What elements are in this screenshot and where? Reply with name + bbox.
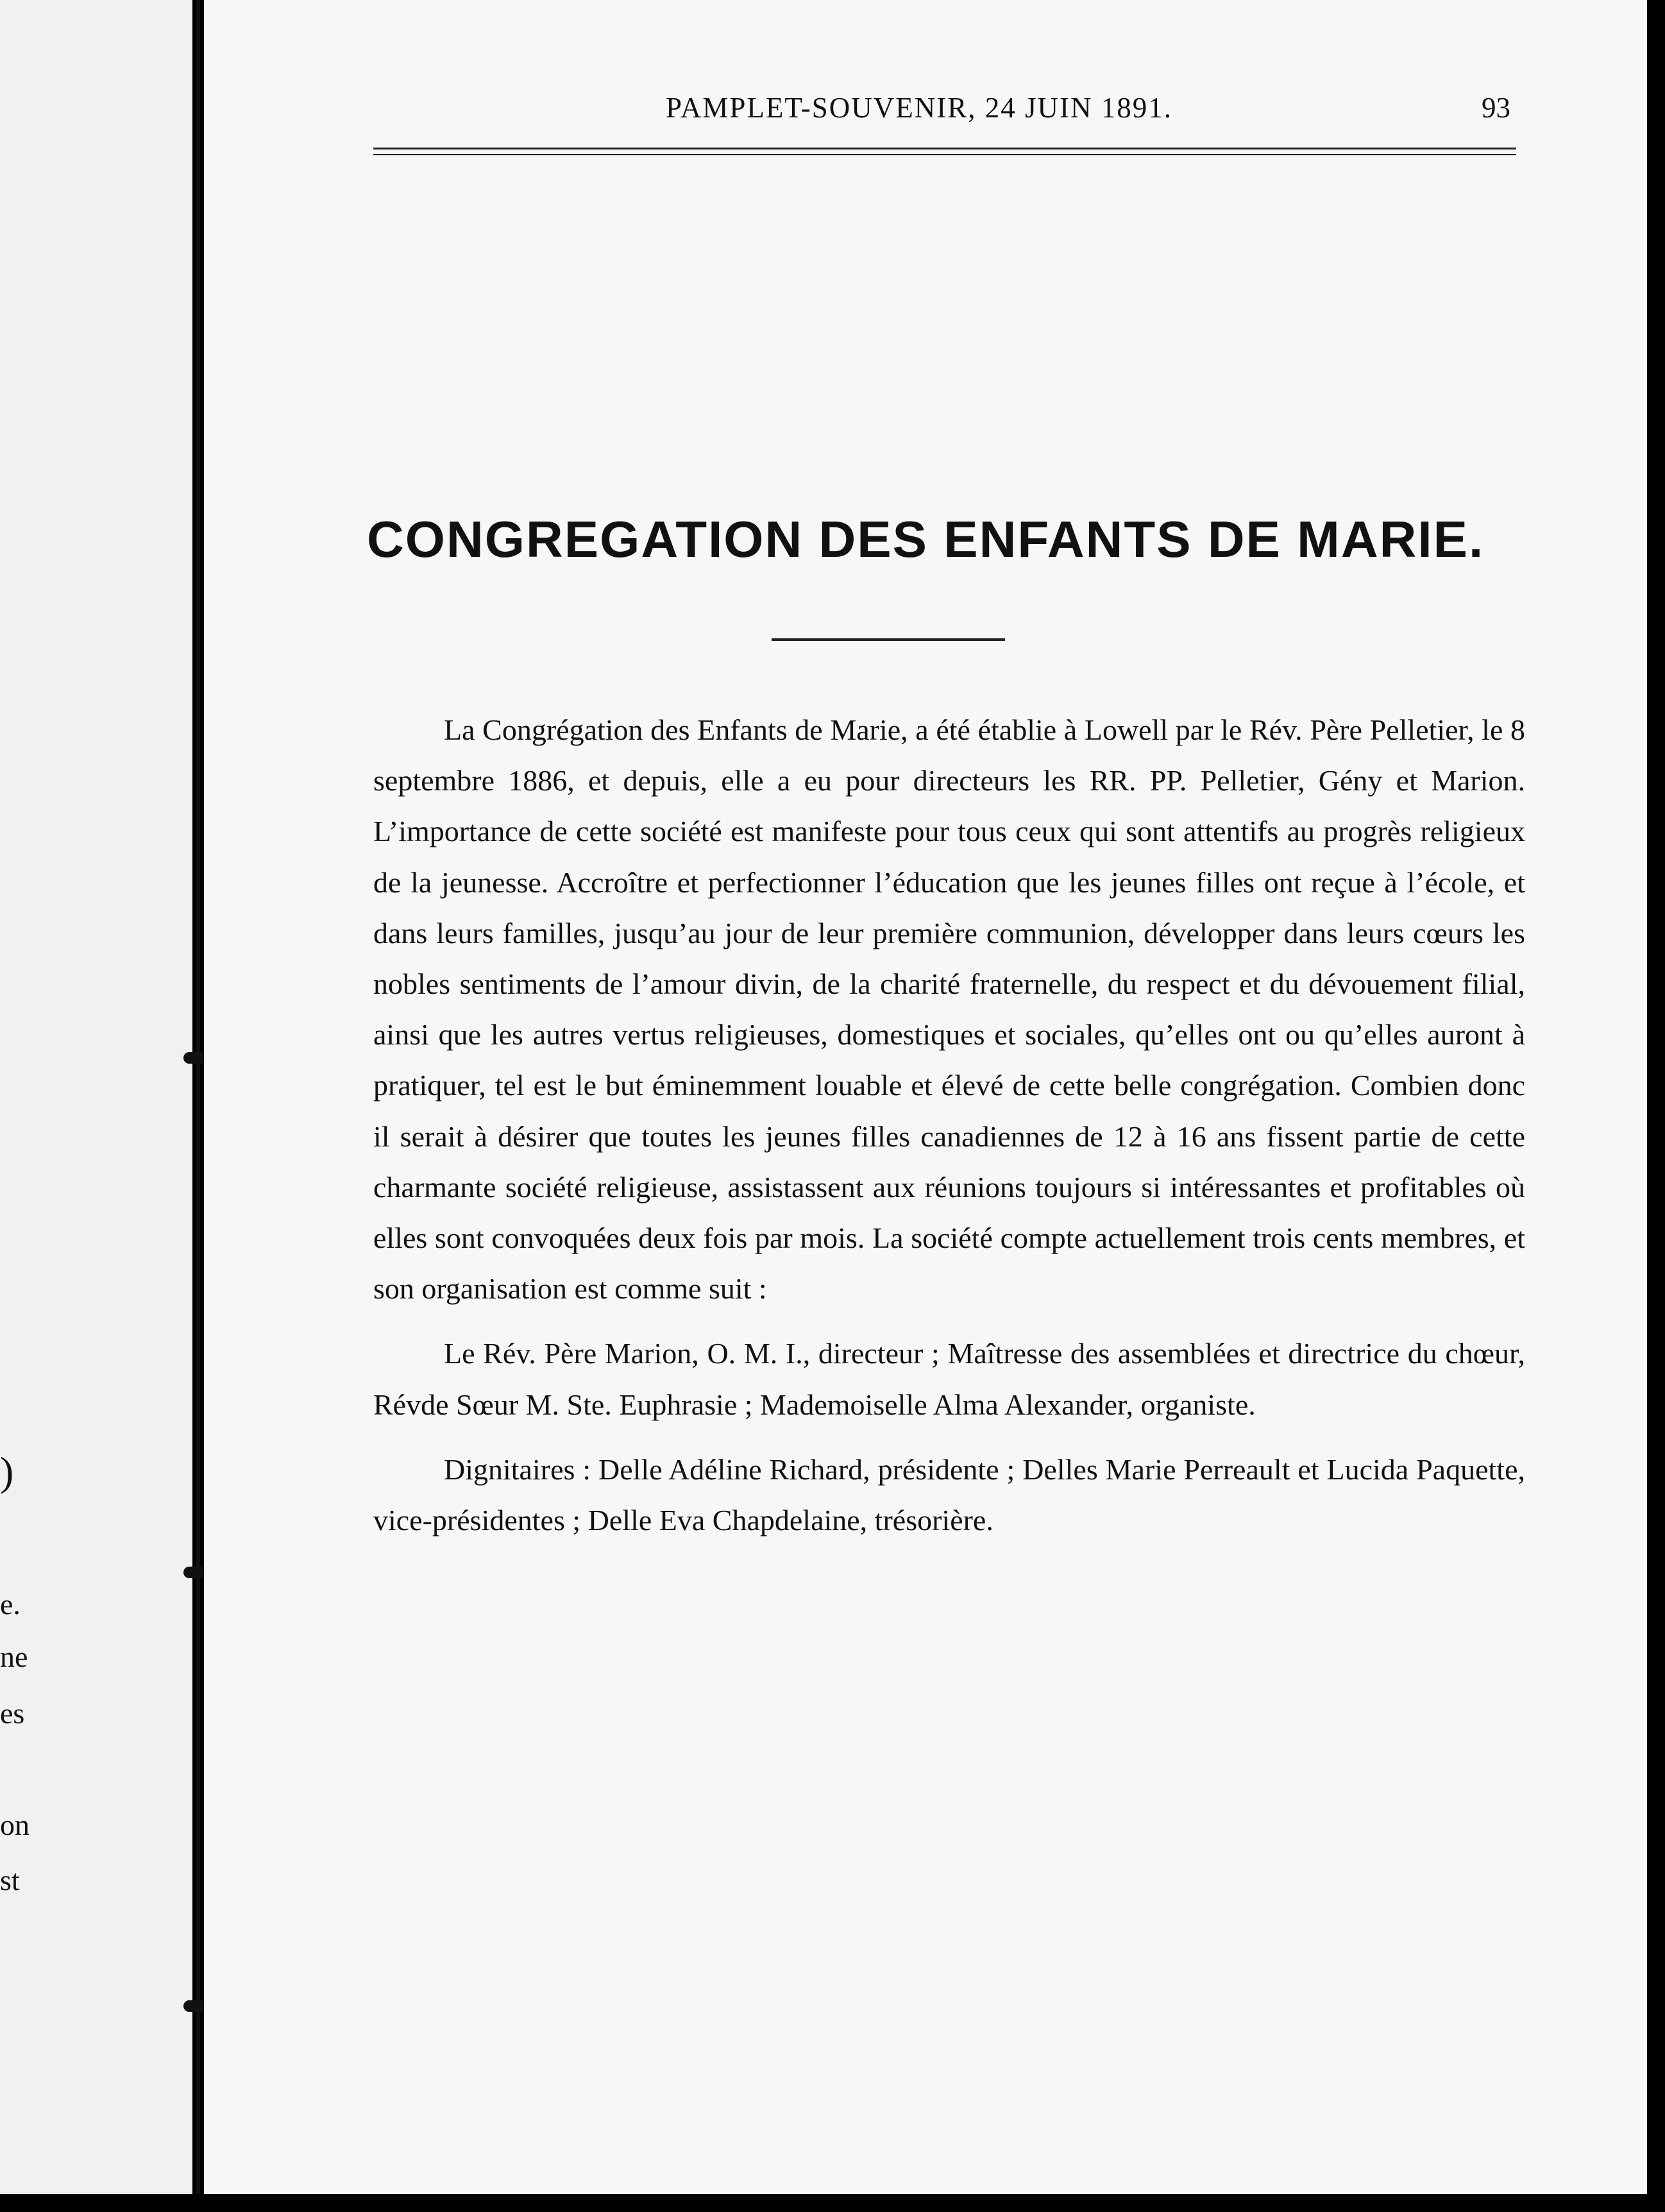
paragraph: Le Rév. Père Marion, O. M. I., directeur ; Maîtresse des assemblées et directrice du chœur, Révde Sœur M. Ste. Euphrasie ; Mademoiselle Alma Alexander, organiste. <box>373 1337 1525 1421</box>
page-number: 93 <box>1482 92 1510 124</box>
title-rule <box>772 638 1005 641</box>
header-rule <box>373 154 1516 155</box>
left-page-fragment: es <box>0 1697 25 1730</box>
left-facing-page <box>0 0 192 2194</box>
running-head: PAMPLET-SOUVENIR, 24 JUIN 1891. <box>666 92 1172 124</box>
paragraph: Dignitaires : Delle Adéline Richard, présidente ; Delles Marie Perreault et Lucida Paquette, vice-présidentes ; Delle Eva Chapdelaine, trésorière. <box>373 1452 1525 1537</box>
left-page-fragment: ) <box>0 1449 14 1494</box>
page <box>204 0 1647 2194</box>
left-page-fragment: st <box>0 1864 20 1896</box>
binding-gutter <box>196 0 200 2194</box>
article-body <box>373 704 1525 1560</box>
left-page-fragment: on <box>0 1808 30 1841</box>
header-rule <box>373 148 1516 149</box>
article-title: CONGREGATION DES ENFANTS DE MARIE. <box>367 511 1485 568</box>
left-page-fragment: e. <box>0 1588 21 1621</box>
paragraph: La Congrégation des Enfants de Marie, a été établie à Lowell par le Rév. Père Pelletier, le 8 septembre 1886, et depuis, elle a eu pour directeurs les RR. PP. Pelletier, Gény et Marion. L’importance de cette société est manifeste pour tous ceux qui sont attentifs au progrès religieux de la jeunesse. Accroître et perfectionner l’éducation que les jeunes filles ont reçue à l’école, et dans leurs familles, jusqu’au jour de leur première communion, développer dans leurs cœurs les nobles sentiments de l’amour divin, de la charité fraternelle, du respect et du dévouement filial, ainsi que les autres vertus religieuses, domestiques et sociales, qu’elles ont ou qu’elles auront à pratiquer, tel est le but éminemment louable et élevé de cette belle congrégation. Combien donc il serait à désirer que toutes les jeunes filles canadiennes de 12 à 16 ans fissent partie de cette charmante société religieuse, assistassent aux réunions toujours si intéressantes et profitables où elles sont convoquées deux fois par mois. La société compte actuellement trois cents membres, et son organisation est comme suit : <box>373 713 1525 1306</box>
left-page-fragment: ne <box>0 1640 28 1673</box>
